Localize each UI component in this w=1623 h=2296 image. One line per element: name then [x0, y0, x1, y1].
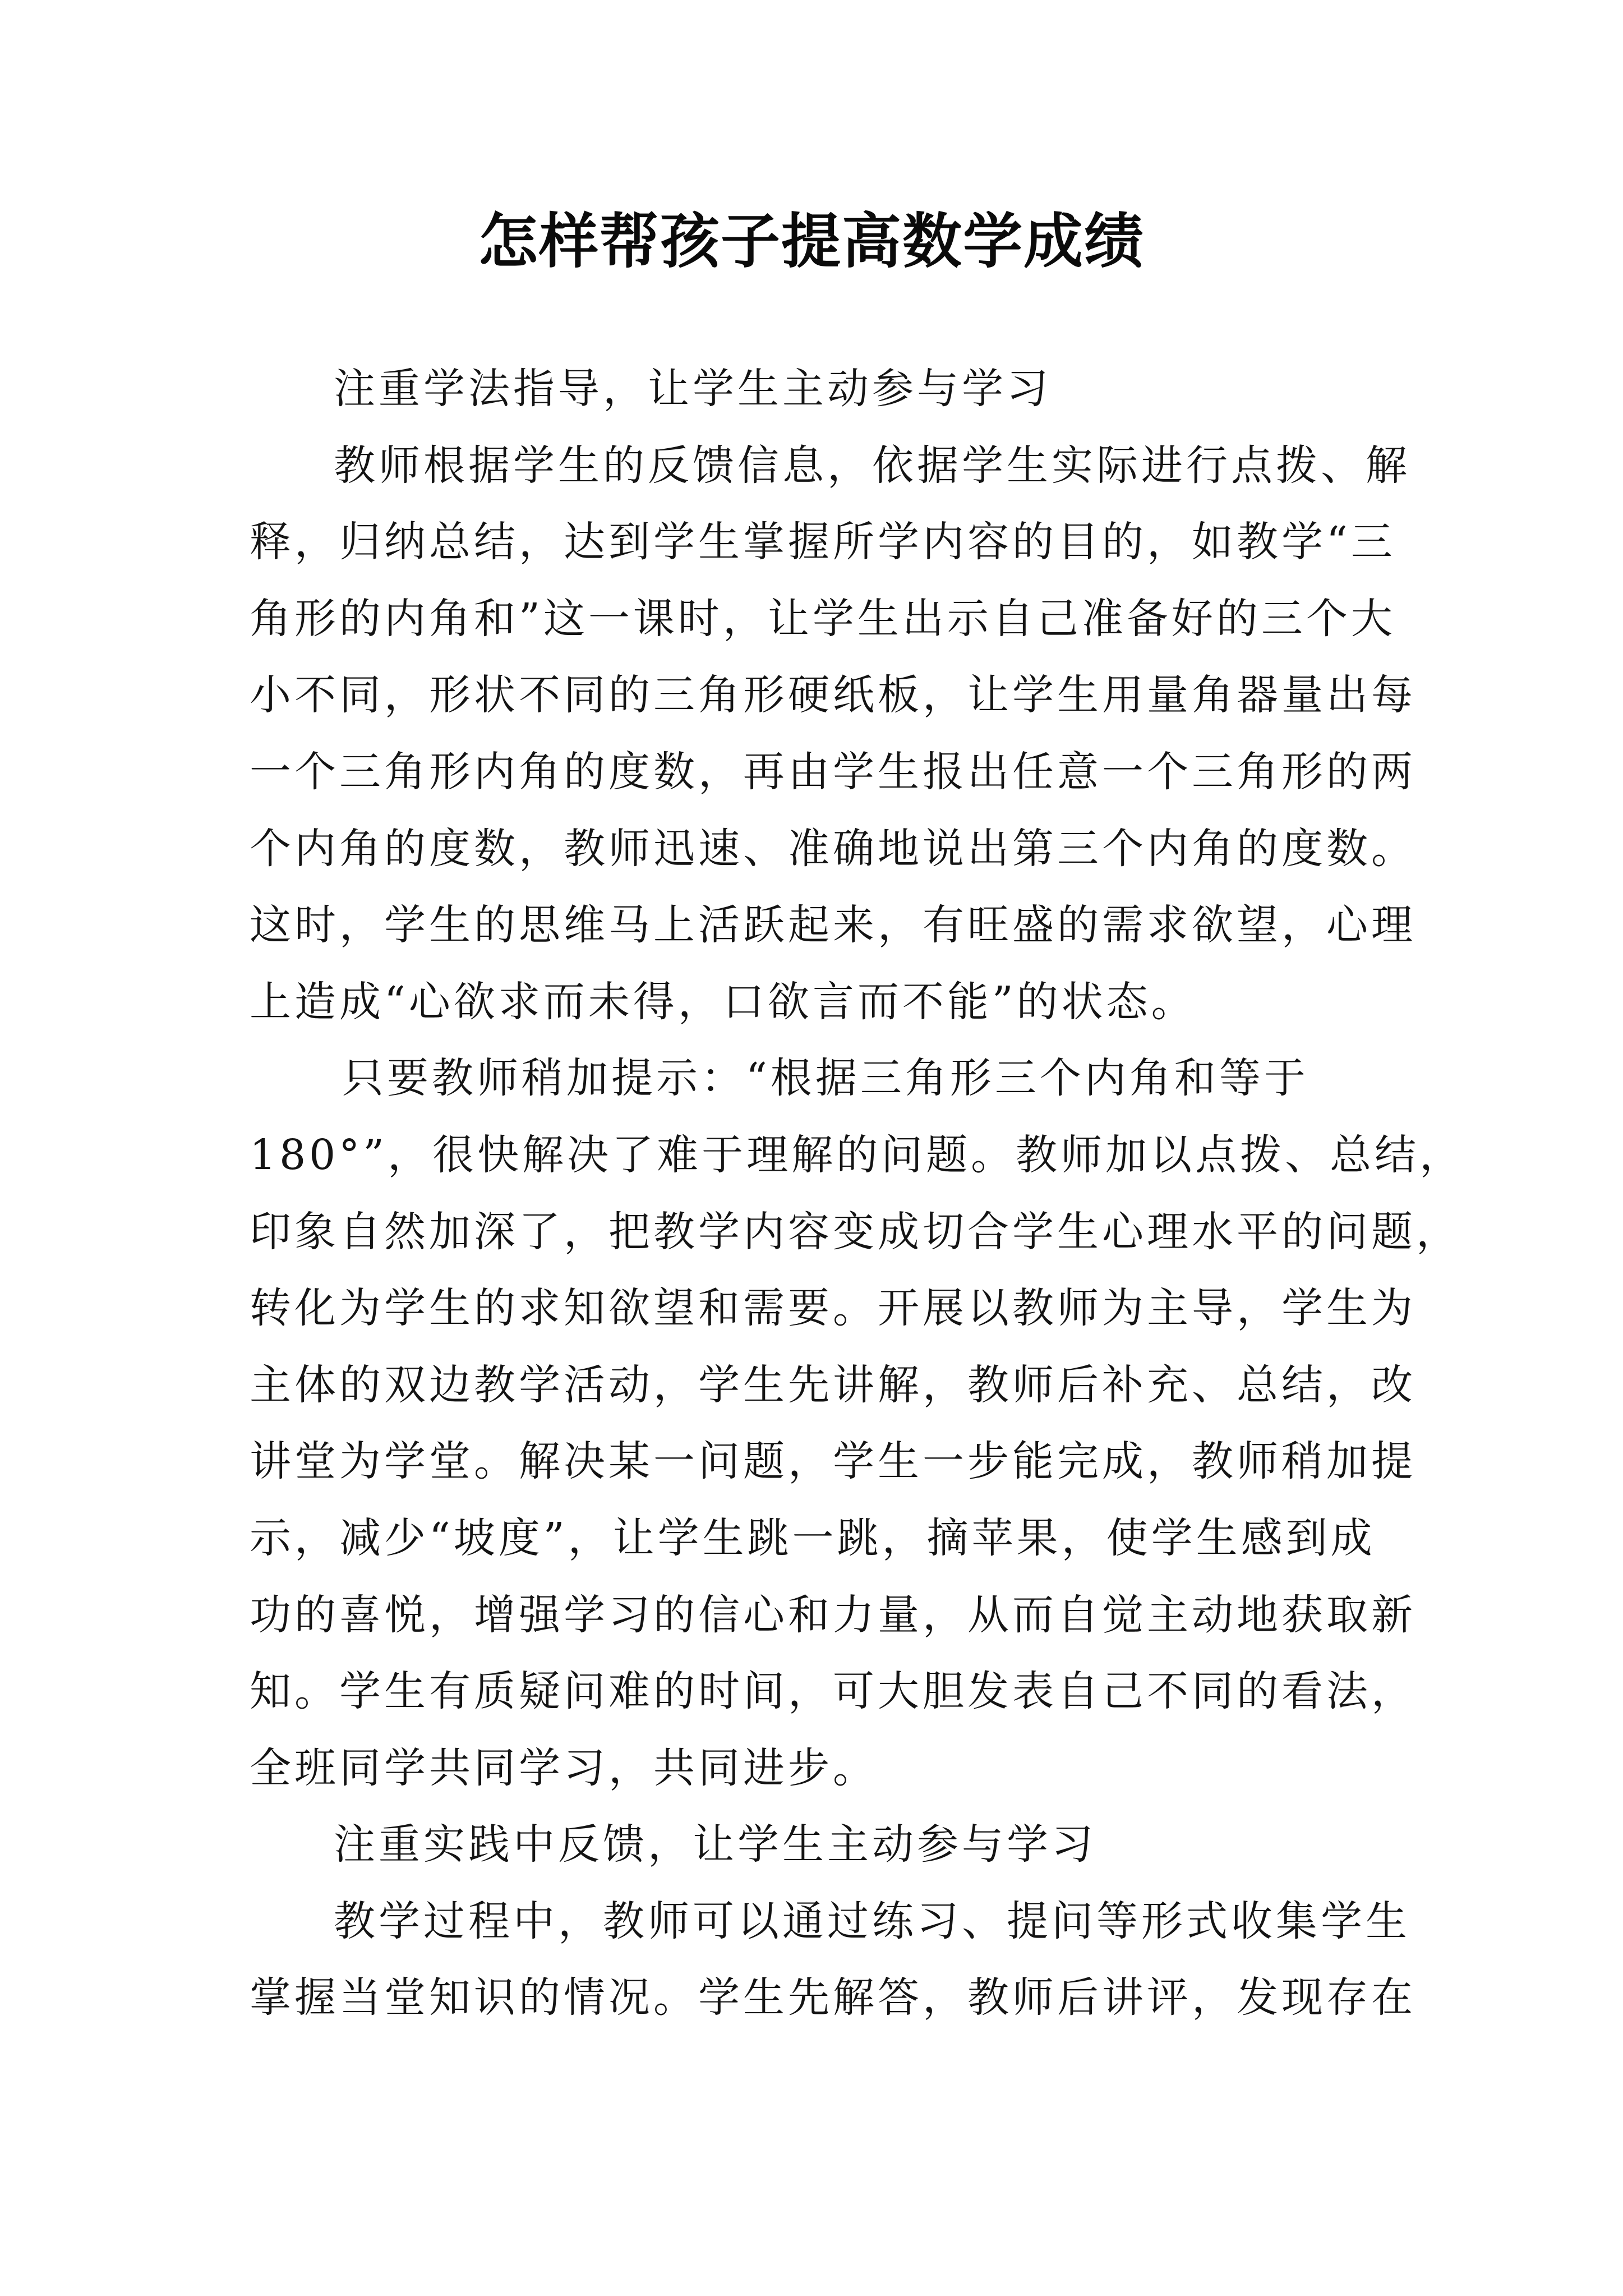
paragraph-line: 掌握当堂知识的情况。学生先解答，教师后讲评，发现存在	[250, 1973, 1416, 2022]
section-heading: 注重实践中反馈，让学生主动参与学习	[334, 1820, 1096, 1869]
paragraph-line: 角形的内角和”这一课时，让学生出示自己准备好的三个大	[250, 594, 1396, 643]
paragraph-line: 教师根据学生的反馈信息，依据学生实际进行点拨、解	[334, 441, 1410, 490]
paragraph-line: 主体的双边教学活动，学生先讲解，教师后补充、总结，改	[250, 1360, 1416, 1409]
paragraph-line: 知。学生有质疑问难的时间，可大胆发表自己不同的看法，	[250, 1667, 1416, 1716]
paragraph-line: 讲堂为学堂。解决某一问题，学生一步能完成，教师稍加提	[250, 1437, 1416, 1486]
paragraph-line: 释，归纳总结，达到学生掌握所学内容的目的，如教学“三	[250, 518, 1396, 567]
paragraph-line: 个内角的度数，教师迅速、准确地说出第三个内角的度数。	[250, 824, 1416, 873]
paragraph-line: 全班同学共同学习，共同进步。	[250, 1743, 878, 1792]
paragraph-line: 只要教师稍加提示：“根据三角形三个内角和等于	[342, 1054, 1309, 1103]
paragraph-line: 转化为学生的求知欲望和需要。开展以教师为主导，学生为	[250, 1284, 1416, 1333]
paragraph-line: 印象自然加深了，把教学内容变成切合学生心理水平的问题，	[250, 1207, 1461, 1256]
paragraph-line: 功的喜悦，增强学习的信心和力量，从而自觉主动地获取新	[250, 1590, 1416, 1639]
paragraph-line: 示，减少“坡度”，让学生跳一跳，摘苹果，使学生感到成	[250, 1513, 1376, 1562]
paragraph-line: 上造成“心欲求而未得，口欲言而不能”的状态。	[250, 977, 1196, 1026]
document-title: 怎样帮孩子提高数学成绩	[478, 206, 1145, 276]
paragraph-line: 这时，学生的思维马上活跃起来，有旺盛的需求欲望，心理	[250, 901, 1416, 950]
paragraph-line: 180°”，很快解决了难于理解的问题。教师加以点拨、总结，	[250, 1130, 1465, 1179]
paragraph-line: 小不同，形状不同的三角形硬纸板，让学生用量角器量出每	[250, 671, 1416, 720]
paragraph-line: 一个三角形内角的度数，再由学生报出任意一个三角形的两	[250, 747, 1416, 796]
paragraph-line: 教学过程中，教师可以通过练习、提问等形式收集学生	[334, 1897, 1410, 1945]
section-heading: 注重学法指导，让学生主动参与学习	[334, 365, 1052, 413]
document-body	[250, 351, 1465, 2036]
